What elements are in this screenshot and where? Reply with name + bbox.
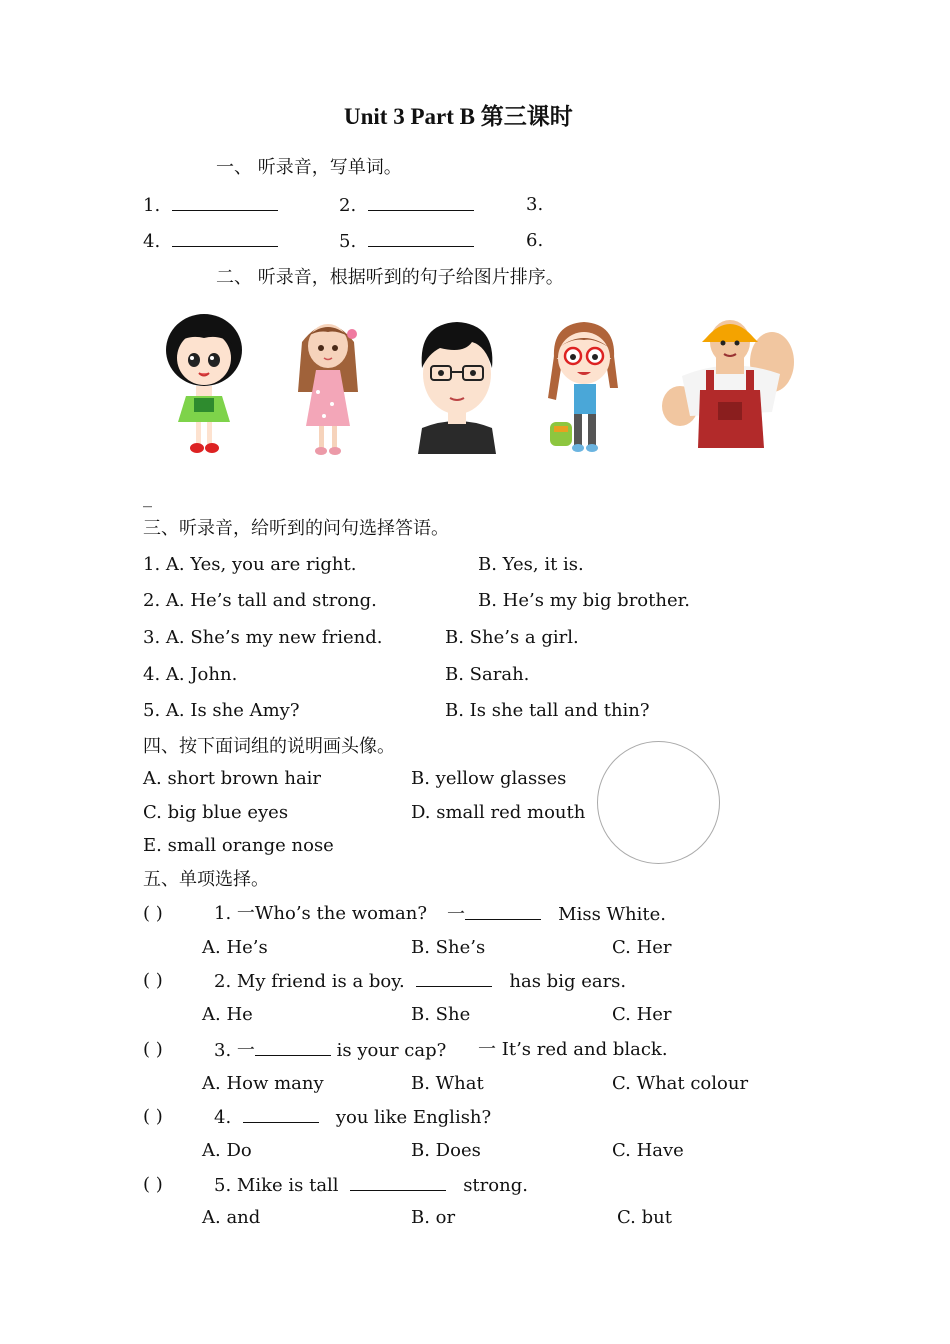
girl-pink-dress-picture	[288, 312, 372, 458]
q2-option-c: C. Her	[612, 1004, 672, 1025]
q5-text: 5. Mike is tall strong.	[214, 1175, 528, 1196]
q1-text: 1. 一Who’s the woman?	[214, 903, 427, 924]
q3-reply: 一 It’s red and black.	[478, 1039, 668, 1060]
s1-item-2: 2.	[339, 194, 474, 217]
answer-paren[interactable]: ( )	[143, 1039, 163, 1060]
s4-item-a: A. short brown hair	[143, 768, 322, 789]
q3-option-b: B. What	[411, 1073, 484, 1094]
s3-q1-option-a: 1. A. Yes, you are right.	[143, 554, 357, 575]
answer-blank[interactable]	[368, 194, 474, 211]
answer-paren[interactable]: ( )	[143, 970, 163, 991]
answer-blank[interactable]	[255, 1039, 331, 1056]
s1-item-5: 5.	[339, 230, 474, 253]
s3-q3-option-b: B. She’s a girl.	[445, 627, 579, 648]
answer-blank[interactable]	[172, 230, 278, 247]
answer-blank[interactable]	[243, 1106, 319, 1123]
section1-heading: 一、 听录音，写单词。	[216, 157, 402, 178]
answer-blank[interactable]	[465, 903, 541, 920]
q3-option-a: A. How many	[202, 1073, 324, 1094]
s4-item-b: B. yellow glasses	[411, 768, 567, 789]
answer-paren[interactable]: ( )	[143, 1174, 163, 1195]
s1-item-6: 6.	[526, 230, 544, 251]
s4-item-e: E. small orange nose	[143, 835, 334, 856]
page-title: Unit 3 Part B 第三课时	[344, 104, 573, 129]
s4-item-c: C. big blue eyes	[143, 802, 289, 823]
answer-blank[interactable]	[172, 194, 278, 211]
answer-paren[interactable]: ( )	[143, 1106, 163, 1127]
q1-option-b: B. She’s	[411, 937, 486, 958]
q5-option-a: A. and	[202, 1207, 261, 1228]
s3-q3-option-a: 3. A. She’s my new friend.	[143, 627, 383, 648]
girl-red-glasses-picture	[544, 318, 624, 456]
q2-text: 2. My friend is a boy. has big ears.	[214, 971, 627, 992]
s3-q1-option-b: B. Yes, it is.	[478, 554, 584, 575]
s1-item-1: 1.	[143, 194, 278, 217]
girl-green-skirt-picture	[160, 310, 250, 458]
boy-glasses-picture	[414, 316, 500, 454]
s1-item-4: 4.	[143, 230, 278, 253]
section2-heading: 二、 听录音，根据听到的句子给图片排序。	[216, 267, 564, 288]
s3-q4-option-a: 4. A. John.	[143, 664, 238, 685]
q4-option-a: A. Do	[202, 1140, 252, 1161]
q4-option-c: C. Have	[612, 1140, 684, 1161]
s4-item-d: D. small red mouth	[411, 802, 586, 823]
q1-answer: 一 Miss White.	[447, 904, 667, 925]
q4-text: 4. you like English?	[214, 1107, 492, 1128]
section3-heading: 三、听录音，给听到的问句选择答语。	[143, 518, 449, 539]
q2-option-a: A. He	[202, 1004, 253, 1025]
s1-item-3: 3.	[526, 194, 544, 215]
answer-blank[interactable]	[350, 1174, 446, 1191]
s3-q2-option-b: B. He’s my big brother.	[478, 590, 690, 611]
s3-q5-option-b: B. Is she tall and thin?	[445, 700, 650, 721]
q3-text: 3. 一 is your cap?	[214, 1040, 447, 1061]
q4-option-b: B. Does	[411, 1140, 481, 1161]
answer-paren[interactable]: ( )	[143, 903, 163, 924]
worker-man-picture	[660, 316, 806, 448]
q1-option-a: A. He’s	[202, 937, 268, 958]
q1-option-c: C. Her	[612, 937, 672, 958]
s3-q2-option-a: 2. A. He’s tall and strong.	[143, 590, 377, 611]
section2-underscore: _	[143, 487, 152, 508]
q5-option-c: C. but	[617, 1207, 672, 1228]
answer-blank[interactable]	[368, 230, 474, 247]
s3-q4-option-b: B. Sarah.	[445, 664, 530, 685]
q5-option-b: B. or	[411, 1207, 456, 1228]
section4-heading: 四、按下面词组的说明画头像。	[143, 736, 395, 757]
q2-option-b: B. She	[411, 1004, 471, 1025]
s3-q5-option-a: 5. A. Is she Amy?	[143, 700, 300, 721]
section5-heading: 五、单项选择。	[143, 869, 269, 890]
drawing-circle[interactable]	[597, 741, 720, 864]
q3-option-c: C. What colour	[612, 1073, 749, 1094]
answer-blank[interactable]	[416, 970, 492, 987]
